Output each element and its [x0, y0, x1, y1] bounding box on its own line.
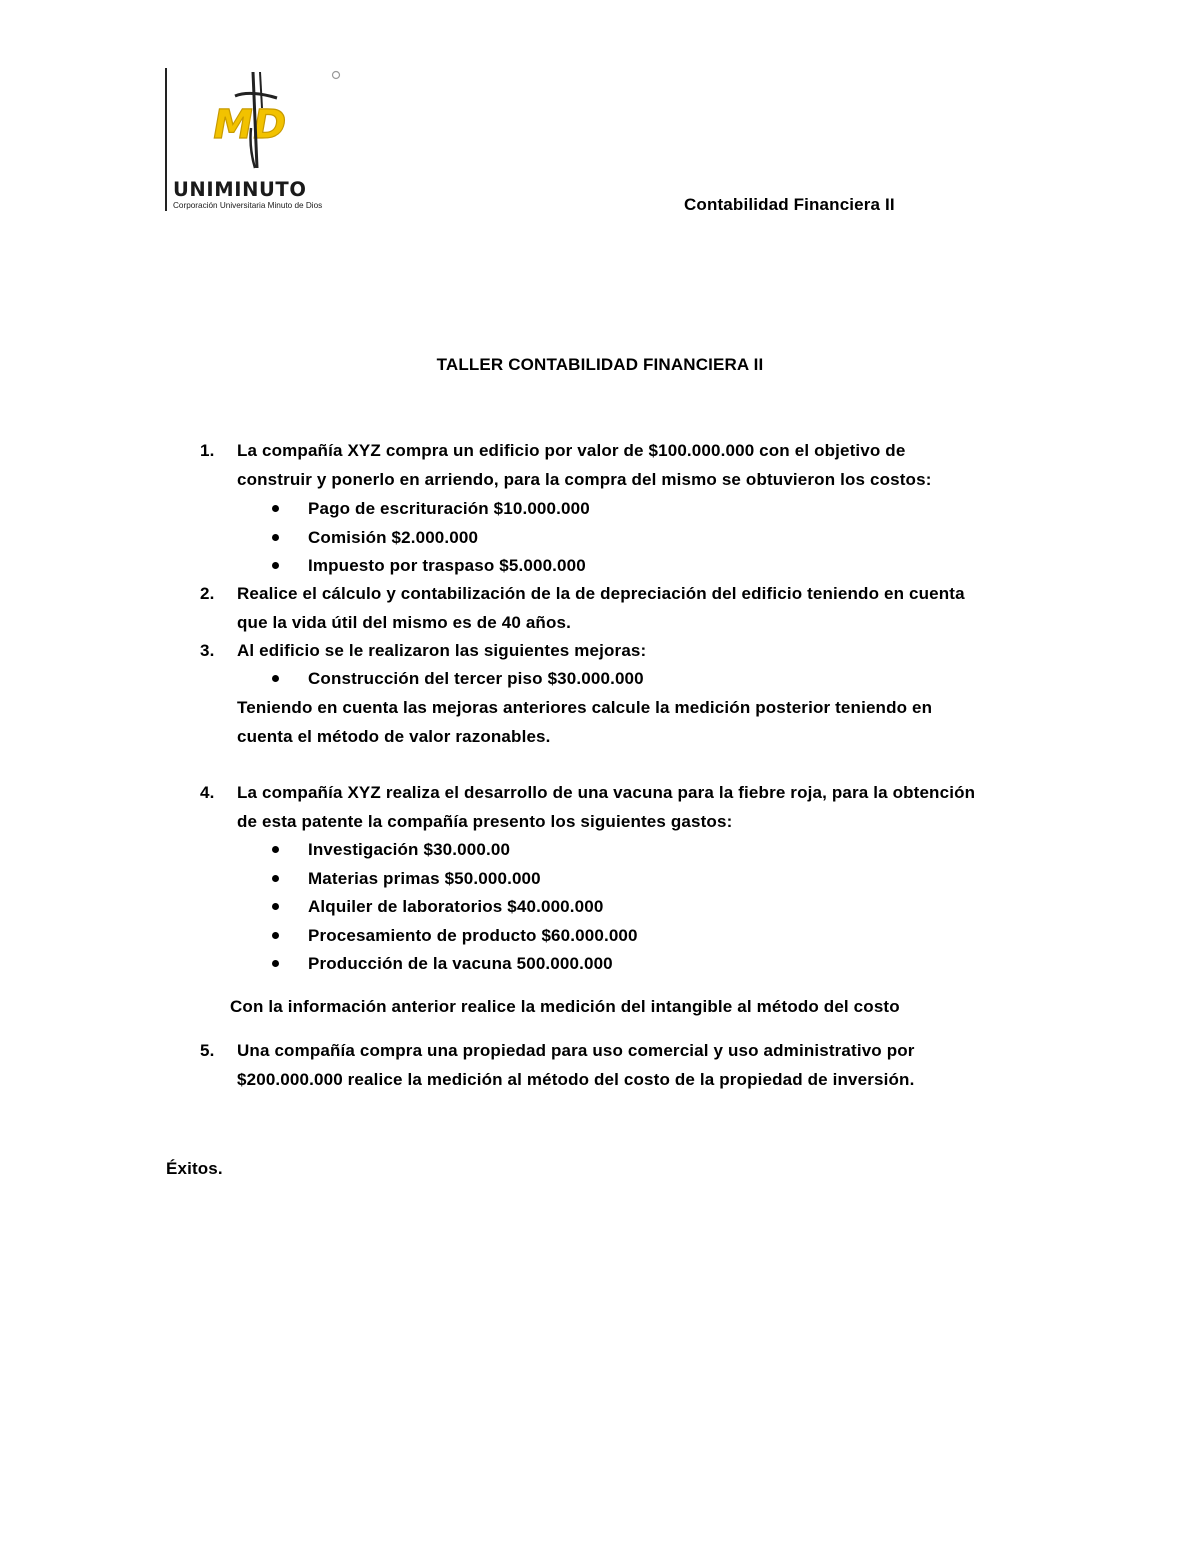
question-line: de esta patente la compañía presento los siguientes gastos: [237, 811, 733, 831]
list-item: Producción de la vacuna 500.000.000 [308, 950, 638, 979]
list-item: Construcción del tercer piso $30.000.000 [308, 665, 644, 694]
question-1 [200, 437, 1057, 494]
question-line: construir y ponerlo en arriendo, para la compra del mismo se obtuvieron los costos: [237, 469, 932, 489]
question-number: 1. [200, 441, 215, 460]
list-item: Pago de escrituración $10.000.000 [308, 495, 590, 524]
list-item: Alquiler de laboratorios $40.000.000 [308, 893, 638, 922]
question-3 [200, 637, 1057, 666]
question-line: Realice el cálculo y contabilización de la de depreciación del edificio teniendo en cuenta [237, 584, 965, 603]
question-4 [200, 779, 1057, 836]
uniminuto-logo [165, 68, 345, 213]
question-number: 4. [200, 783, 215, 802]
course-header: Contabilidad Financiera II [684, 195, 895, 214]
question-line: que la vida útil del mismo es de 40 años. [237, 612, 571, 632]
question-4-followup: Con la información anterior realice la medición del intangible al método del costo [230, 997, 900, 1016]
question-line: Teniendo en cuenta las mejoras anteriores calcule la medición posterior teniendo en [237, 698, 933, 717]
question-3-bullets [308, 665, 644, 694]
question-number: 5. [200, 1041, 215, 1060]
logo-initials: MD [208, 101, 291, 148]
question-line: Una compañía compra una propiedad para uso comercial y uso administrativo por [237, 1041, 915, 1060]
logo-name: UNIMINUTO [173, 178, 307, 201]
list-item: Materias primas $50.000.000 [308, 865, 638, 894]
question-2 [200, 580, 1057, 637]
page-title: TALLER CONTABILIDAD FINANCIERA II [436, 355, 764, 374]
question-number: 3. [200, 641, 215, 660]
question-number: 2. [200, 584, 215, 603]
list-item: Procesamiento de producto $60.000.000 [308, 922, 638, 951]
question-line: La compañía XYZ compra un edificio por valor de $100.000.000 con el objetivo de [237, 441, 906, 460]
list-item: Impuesto por traspaso $5.000.000 [308, 552, 590, 581]
question-4-bullets [308, 836, 638, 979]
closing-text: Éxitos. [166, 1159, 223, 1178]
question-5 [200, 1037, 1057, 1094]
question-1-bullets [308, 495, 590, 581]
question-line: cuenta el método de valor razonables. [237, 726, 551, 746]
question-line: $200.000.000 realice la medición al método del costo de la propiedad de inversión. [237, 1069, 915, 1089]
list-item: Comisión $2.000.000 [308, 524, 590, 553]
question-3-followup [237, 694, 932, 751]
logo-subtitle: Corporación Universitaria Minuto de Dios [173, 201, 323, 210]
question-line: Al edificio se le realizaron las siguientes mejoras: [237, 641, 647, 660]
md-emblem-icon [165, 68, 345, 178]
question-line: La compañía XYZ realiza el desarrollo de una vacuna para la fiebre roja, para la obtención [237, 783, 976, 802]
list-item: Investigación $30.000.00 [308, 836, 638, 865]
